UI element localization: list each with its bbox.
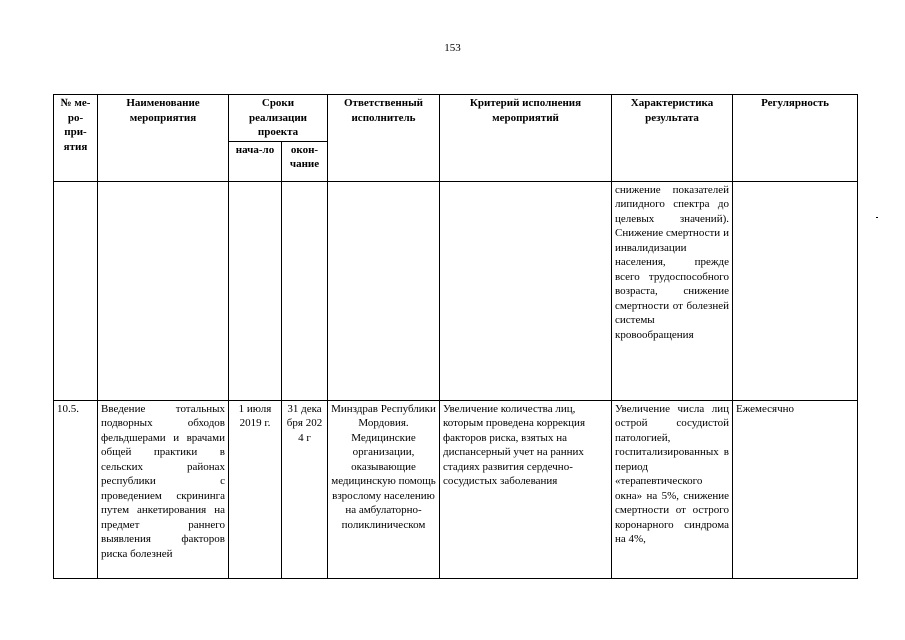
header-num: № ме-ро-при-ятия [54, 95, 98, 182]
measures-table [53, 94, 858, 579]
header-responsible: Ответственный исполнитель [328, 95, 440, 182]
header-result: Характеристика результата [612, 95, 733, 182]
row-regularity: Ежемесячно [733, 400, 858, 578]
row-criterion [440, 181, 612, 400]
header-end: окон-чание [282, 141, 328, 181]
row-result: снижение показателей липидного спектра до целевых значений). Снижение смертности и инвалидизации населения, прежде всего трудоспособного возраста, снижение смертности от болезней системы кровообращения [612, 181, 733, 400]
header-start: нача-ло [229, 141, 282, 181]
row-start: 1 июля 2019 г. [229, 400, 282, 578]
row-name: Введение тотальных подворных обходов фельдшерами и врачами общей практики в сельских районах республики с проведением скрининга путем анкетирования на предмет раннего выявления факторов риска болезней [98, 400, 229, 578]
row-end [282, 181, 328, 400]
row-responsible [328, 181, 440, 400]
row-num [54, 181, 98, 400]
row-start [229, 181, 282, 400]
row-num: 10.5. [54, 400, 98, 578]
scan-mark [876, 217, 878, 218]
header-terms: Сроки реализации проекта [229, 95, 328, 142]
header-criterion: Критерий исполнения мероприятий [440, 95, 612, 182]
header-name: Наименование мероприятия [98, 95, 229, 182]
header-regularity: Регулярность [733, 95, 858, 182]
row-name [98, 181, 229, 400]
row-responsible: Минздрав Республики Мордовия. Медицинские организации, оказывающие медицинскую помощь взрослому населению на амбулаторно-поликлиническом [328, 400, 440, 578]
row-regularity [733, 181, 858, 400]
row-result: Увеличение числа лиц острой сосудистой патологией, госпитализированных в период «терапевтического окна» на 5%, снижение смертности от острого коронарного синдрома на 4%, [612, 400, 733, 578]
table-row [54, 400, 858, 578]
row-criterion: Увеличение количества лиц, которым проведена коррекция факторов риска, взятых на диспансерный учет на ранних стадиях развития сердечно-сосудистых заболевания [440, 400, 612, 578]
table-row [54, 181, 858, 400]
page-number: 153 [444, 42, 461, 54]
row-end: 31 декабря 2024 г [282, 400, 328, 578]
